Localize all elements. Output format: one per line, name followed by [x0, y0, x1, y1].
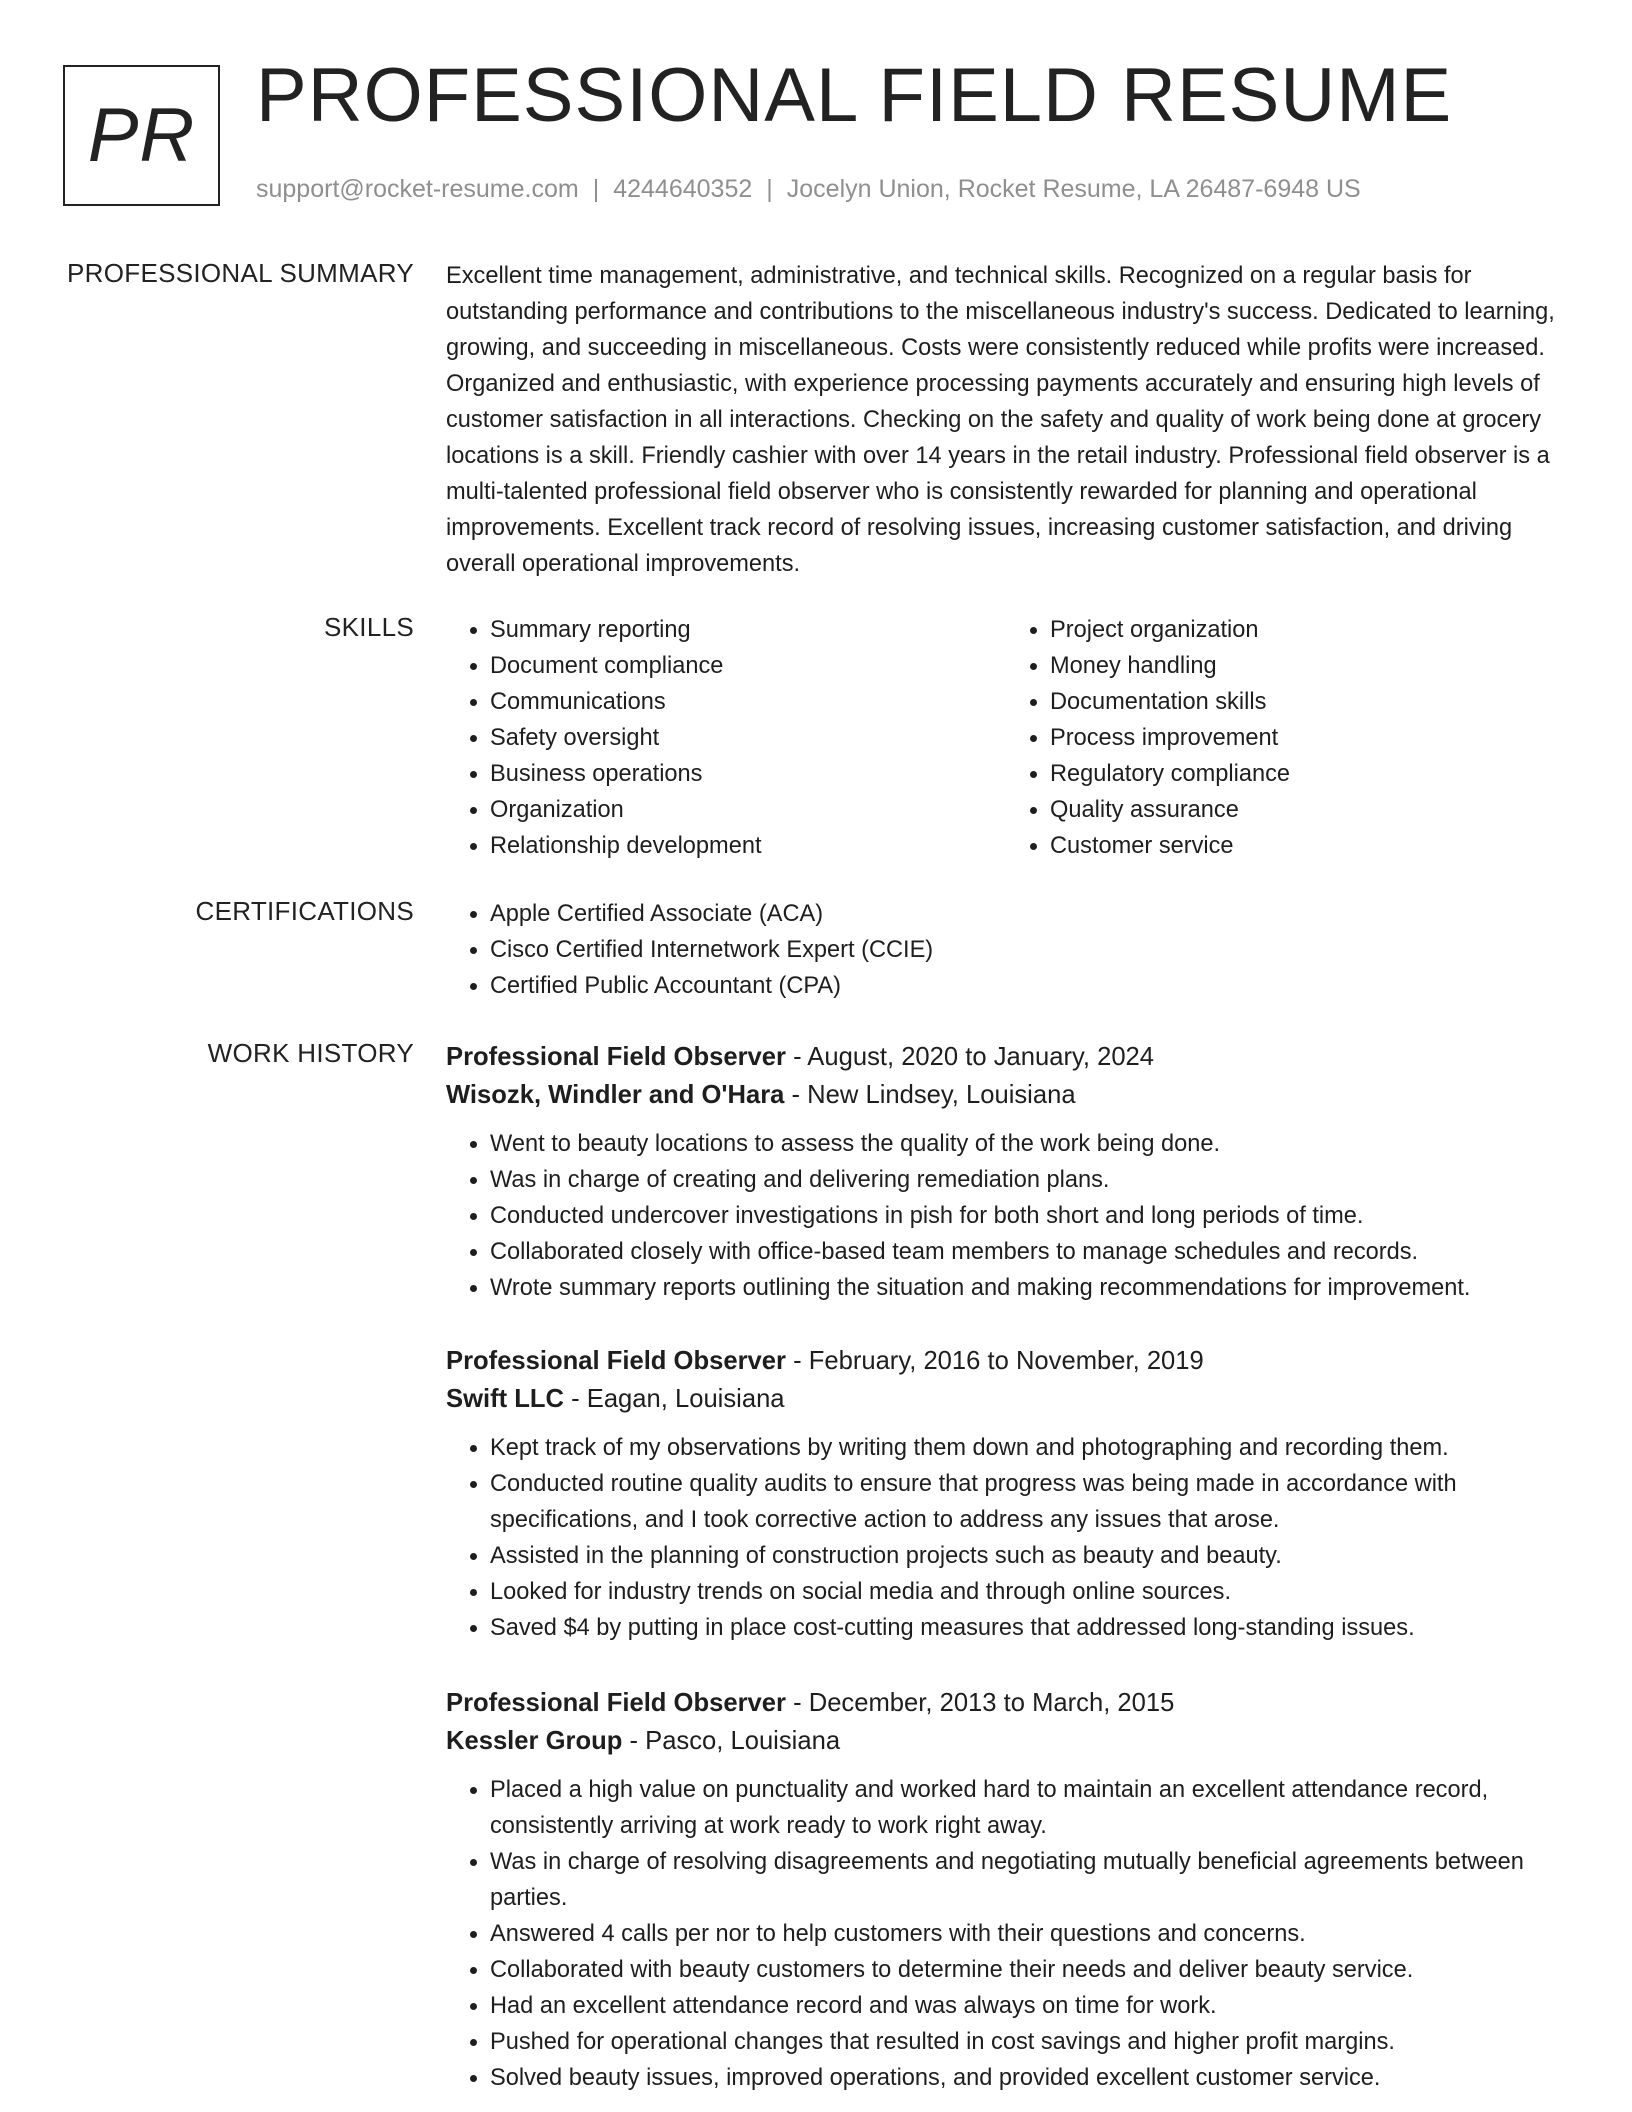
job-company-line — [446, 1076, 1566, 1114]
responsibility-item: • Placed a high value on punctuality and worked hard to maintain an excellent attendance record, consistently arriving at work ready to work right away. — [490, 1772, 1566, 1844]
job-entry — [446, 1038, 1566, 1306]
skill-item: • Summary reporting — [490, 612, 1006, 648]
skills-list-right — [1006, 612, 1566, 864]
job-title: Professional Field Observer — [446, 1043, 786, 1071]
work-history-heading: WORK HISTORY — [207, 1038, 414, 1068]
job-entry — [446, 1342, 1566, 1646]
resume-title: PROFESSIONAL FIELD RESUME — [256, 53, 1453, 138]
responsibility-item: • Conducted routine quality audits to ensure that progress was being made in accordance with specifications, and I took corrective action to address any issues that arose. — [490, 1466, 1566, 1538]
certification-item: • Apple Certified Associate (ACA) — [490, 896, 1566, 932]
job-entry — [446, 1684, 1566, 2096]
skill-item: • Process improvement — [1050, 720, 1566, 756]
skills-list-left — [446, 612, 1006, 864]
skill-item: • Regulatory compliance — [1050, 756, 1566, 792]
job-location: - New Lindsey, Louisiana — [784, 1081, 1076, 1109]
contact-phone: 4244640352 — [613, 175, 753, 203]
job-responsibilities — [446, 1126, 1566, 1306]
job-responsibilities — [446, 1772, 1566, 2096]
responsibility-item: • Answered 4 calls per nor to help customers with their questions and concerns. — [490, 1916, 1566, 1952]
summary-text: Excellent time management, administrative, and technical skills. Recognized on a regular basis for outstanding performance and contributions to the miscellaneous industry's success. Dedicated to learning, growing, and succeeding in miscellaneous. Costs were consistently reduced while profits were increased. Organized and enthusiastic, with experience processing payments accurately and ensuring high levels of customer satisfaction in all interactions. Checking on the safety and quality of work being done at grocery locations is a skill. Friendly cashier with over 14 years in the retail industry. Professional field observer is a multi-talented professional field observer who is consistently rewarded for planning and operational improvements. Excellent track record of resolving issues, increasing customer satisfaction, and driving overall operational improvements. — [446, 263, 1555, 577]
certifications-list — [446, 896, 1566, 1004]
skill-item: • Money handling — [1050, 648, 1566, 684]
responsibility-item: • Pushed for operational changes that resulted in cost savings and higher profit margins. — [490, 2024, 1566, 2060]
contact-separator: | — [766, 175, 773, 203]
responsibility-item: • Collaborated with beauty customers to determine their needs and deliver beauty service. — [490, 1952, 1566, 1988]
responsibility-item: • Conducted undercover investigations in pish for both short and long periods of time. — [490, 1198, 1566, 1234]
job-location: - Pasco, Louisiana — [622, 1727, 841, 1755]
job-title: Professional Field Observer — [446, 1347, 786, 1375]
responsibility-item: • Solved beauty issues, improved operations, and provided excellent customer service. — [490, 2060, 1566, 2096]
responsibility-item: • Went to beauty locations to assess the quality of the work being done. — [490, 1126, 1566, 1162]
job-company-line — [446, 1722, 1566, 1760]
job-company: Wisozk, Windler and O'Hara — [446, 1081, 785, 1109]
responsibility-item: • Assisted in the planning of construction projects such as beauty and beauty. — [490, 1538, 1566, 1574]
job-company-line — [446, 1380, 1566, 1418]
skill-item: • Communications — [490, 684, 1006, 720]
job-company: Swift LLC — [446, 1385, 564, 1413]
responsibility-item: • Collaborated closely with office-based team members to manage schedules and records. — [490, 1234, 1566, 1270]
skill-item: • Project organization — [1050, 612, 1566, 648]
skill-item: • Relationship development — [490, 828, 1006, 864]
job-dates: - February, 2016 to November, 2019 — [785, 1347, 1204, 1375]
contact-email: support@rocket-resume.com — [256, 175, 579, 203]
certifications-heading: CERTIFICATIONS — [195, 896, 414, 926]
job-dates: - December, 2013 to March, 2015 — [785, 1689, 1175, 1717]
responsibility-item: • Wrote summary reports outlining the situation and making recommendations for improvement. — [490, 1270, 1566, 1306]
job-title-line — [446, 1684, 1566, 1722]
job-title-line — [446, 1038, 1566, 1076]
monogram-text: PR — [87, 93, 196, 178]
job-title-line — [446, 1342, 1566, 1380]
skill-item: • Quality assurance — [1050, 792, 1566, 828]
job-dates: - August, 2020 to January, 2024 — [785, 1043, 1155, 1071]
certification-item: • Certified Public Accountant (CPA) — [490, 968, 1566, 1004]
skill-item: • Business operations — [490, 756, 1006, 792]
skills-heading: SKILLS — [324, 612, 414, 642]
job-location: - Eagan, Louisiana — [564, 1385, 785, 1413]
skill-item: • Customer service — [1050, 828, 1566, 864]
skill-item: • Document compliance — [490, 648, 1006, 684]
certification-item: • Cisco Certified Internetwork Expert (CCIE) — [490, 932, 1566, 968]
responsibility-item: • Kept track of my observations by writing them down and photographing and recording them. — [490, 1430, 1566, 1466]
job-company: Kessler Group — [446, 1727, 623, 1755]
job-title: Professional Field Observer — [446, 1689, 786, 1717]
responsibility-item: • Was in charge of creating and delivering remediation plans. — [490, 1162, 1566, 1198]
contact-address: Jocelyn Union, Rocket Resume, LA 26487-6948 US — [786, 175, 1361, 203]
responsibility-item: • Was in charge of resolving disagreements and negotiating mutually beneficial agreements between parties. — [490, 1844, 1566, 1916]
contact-line — [256, 175, 1361, 204]
contact-separator: | — [592, 175, 600, 203]
skill-item: • Organization — [490, 792, 1006, 828]
responsibility-item: • Looked for industry trends on social media and through online sources. — [490, 1574, 1566, 1610]
summary-heading: PROFESSIONAL SUMMARY — [67, 258, 414, 288]
job-responsibilities — [446, 1430, 1566, 1646]
monogram-logo — [63, 65, 220, 206]
responsibility-item: • Had an excellent attendance record and was always on time for work. — [490, 1988, 1566, 2024]
skill-item: • Documentation skills — [1050, 684, 1566, 720]
responsibility-item: • Saved $4 by putting in place cost-cutting measures that addressed long-standing issues. — [490, 1610, 1566, 1646]
skill-item: • Safety oversight — [490, 720, 1006, 756]
